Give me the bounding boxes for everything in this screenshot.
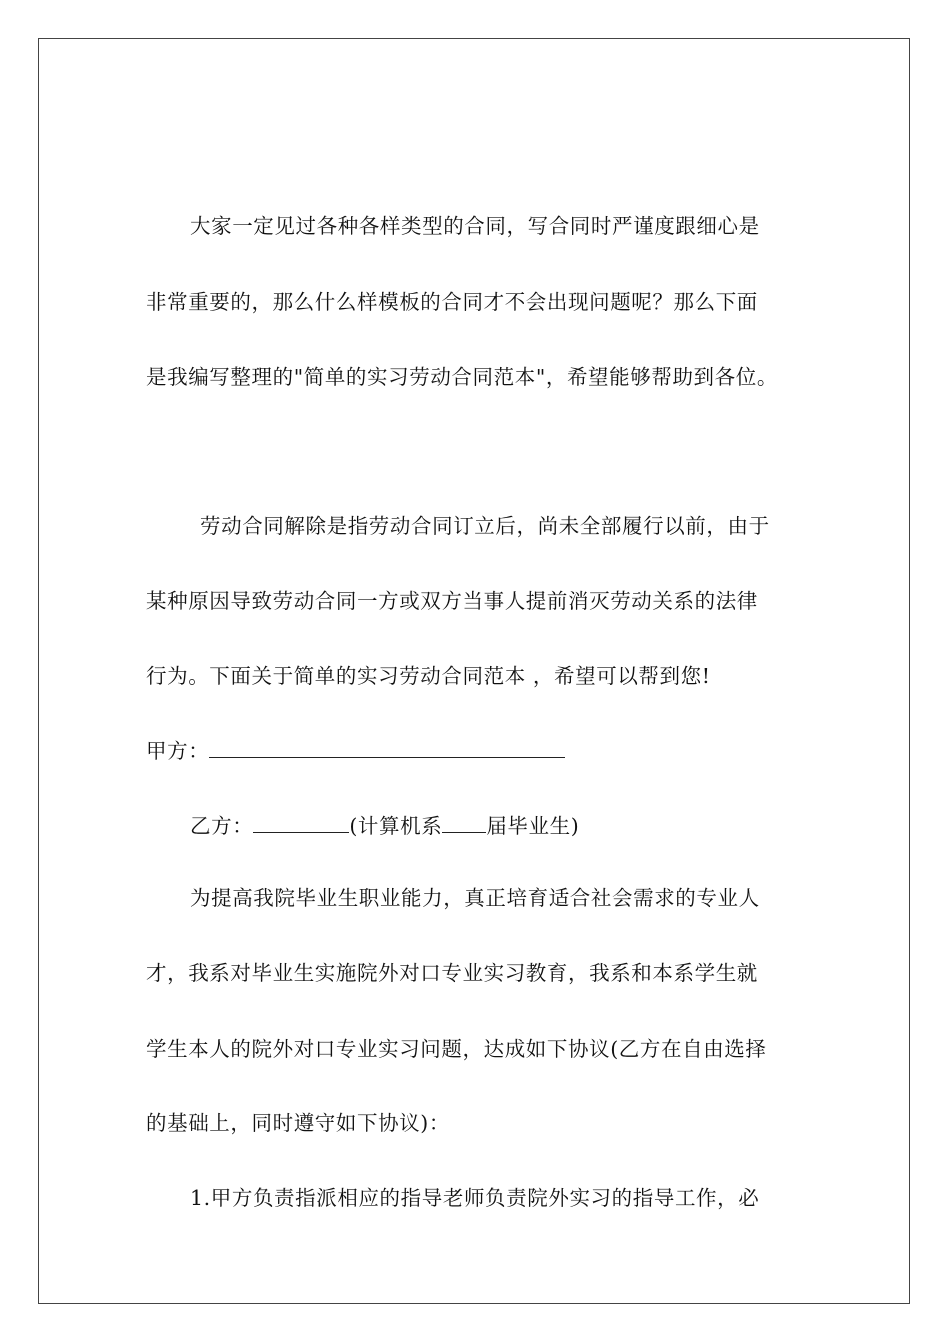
intro-line-3: 是我编写整理的"简单的实习劳动合同范本"，希望能够帮助到各位。 (146, 365, 778, 389)
purpose-line-3: 学生本人的院外对口专业实习问题，达成如下协议(乙方在自由选择 (146, 1037, 767, 1061)
definition-line-3: 行为。下面关于简单的实习劳动合同范本 ，希望可以帮到您! (146, 664, 711, 688)
party-b-blank (253, 812, 349, 833)
party-b-dept: (计算机系 (349, 814, 443, 838)
party-b-suffix: 届毕业生) (486, 814, 580, 838)
purpose-line-1: 为提高我院毕业生职业能力，真正培育适合社会需求的专业人 (190, 886, 760, 910)
clause-1-line: 1.甲方负责指派相应的指导老师负责院外实习的指导工作，必 (190, 1186, 760, 1210)
intro-line-1: 大家一定见过各种各样类型的合同，写合同时严谨度跟细心是 (190, 214, 760, 238)
purpose-line-2: 才，我系对毕业生实施院外对口专业实习教育，我系和本系学生就 (146, 961, 758, 985)
purpose-line-4: 的基础上，同时遵守如下协议)： (146, 1111, 450, 1135)
party-b-line (190, 812, 579, 840)
party-a-line (146, 737, 565, 765)
intro-line-2: 非常重要的，那么什么样模板的合同才不会出现问题呢？那么下面 (146, 290, 758, 314)
definition-line-2: 某种原因导致劳动合同一方或双方当事人提前消灭劳动关系的法律 (146, 589, 758, 613)
party-a-blank (209, 737, 565, 758)
definition-line-1: 劳动合同解除是指劳动合同订立后，尚未全部履行以前，由于 (200, 514, 770, 538)
graduation-year-blank (442, 812, 486, 833)
party-b-label: 乙方： (190, 814, 254, 838)
party-a-label: 甲方： (146, 739, 210, 763)
